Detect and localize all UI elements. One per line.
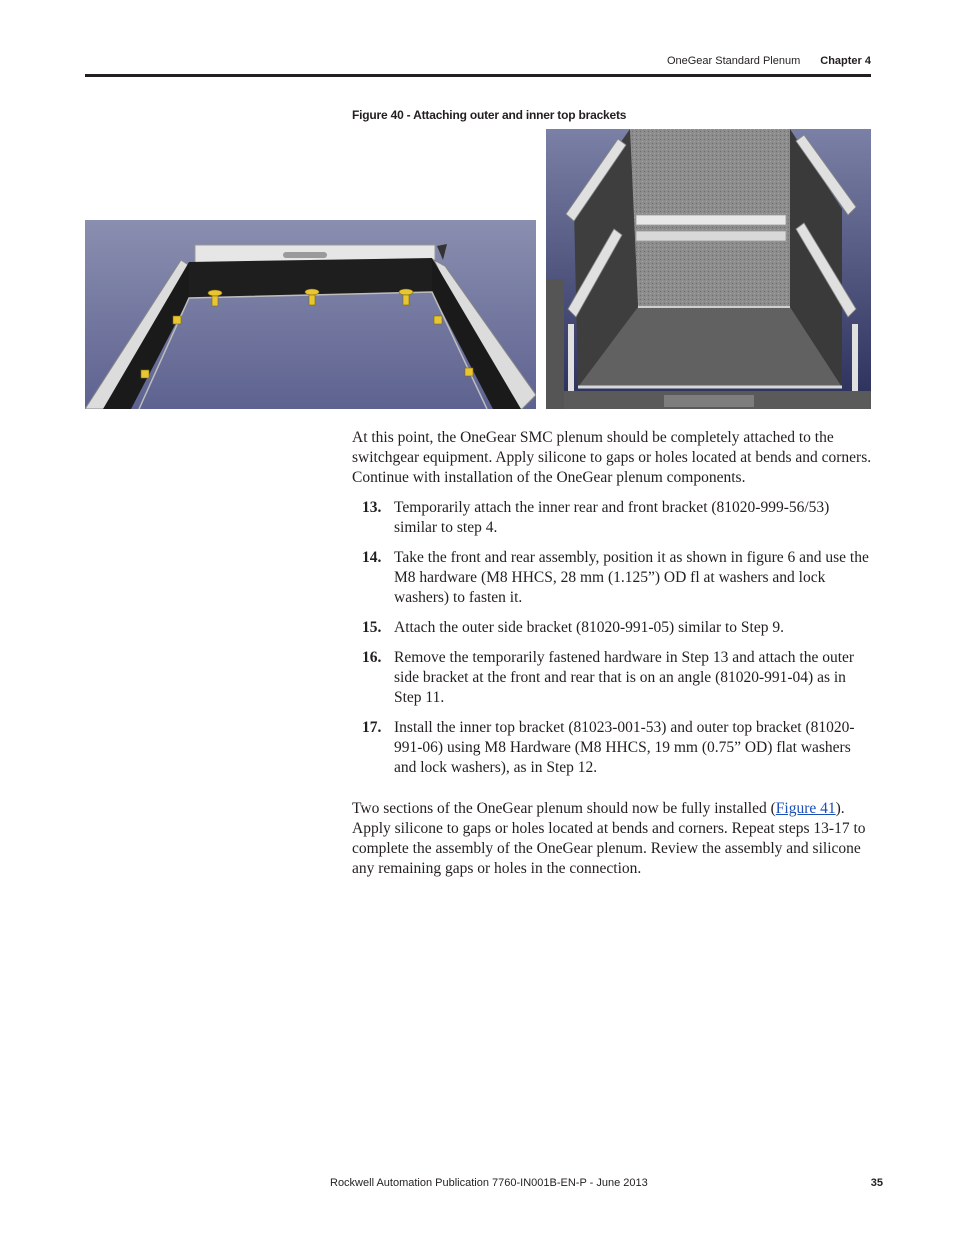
step-text: Attach the outer side bracket (81020-991-05) similar to Step 9.	[394, 619, 784, 636]
header-rule	[85, 74, 871, 77]
step-number: 17.	[362, 719, 382, 736]
figure-image-top-view	[85, 220, 536, 409]
closing-text-after-link: ). Apply silicone to gaps or holes located at bends and corners. Repeat steps 13-17 to complete the assembly of the OneGear plenum. Review the assembly and silicone any remaining gaps or holes in the connection.	[352, 800, 866, 877]
closing-paragraph	[352, 799, 872, 879]
chapter-label: Chapter 4	[820, 55, 871, 67]
list-item	[352, 498, 872, 538]
page-number: 35	[870, 1177, 883, 1189]
page-footer	[85, 1177, 883, 1193]
figure-41-link[interactable]: Figure 41	[775, 800, 836, 817]
step-text: Install the inner top bracket (81023-001-53) and outer top bracket (81020-991-06) using M8 Hardware (M8 HHCS, 19 mm (0.75” OD) flat washers and lock washers), as in Step 12.	[394, 719, 855, 776]
step-number: 15.	[362, 619, 382, 636]
list-item	[352, 648, 872, 708]
publication-info: Rockwell Automation Publication 7760-IN001B-EN-P - June 2013	[330, 1177, 648, 1189]
figure-caption: Figure 40 - Attaching outer and inner top brackets	[352, 108, 627, 122]
list-item	[352, 618, 872, 638]
step-text: Take the front and rear assembly, position it as shown in figure 6 and use the M8 hardware (M8 HHCS, 28 mm (1.125”) OD fl at washers and lock washers) to fasten it.	[394, 549, 869, 606]
page-header	[85, 52, 871, 70]
installation-steps	[352, 498, 872, 788]
closing-text-before-link: Two sections of the OneGear plenum should now be fully installed (	[352, 800, 776, 817]
step-number: 13.	[362, 499, 382, 516]
list-item	[352, 718, 872, 778]
list-item	[352, 548, 872, 608]
figure-image-interior-view	[546, 129, 871, 409]
step-text: Remove the temporarily fastened hardware in Step 13 and attach the outer side bracket at the front and rear that is on an angle (81020-991-04) as in Step 11.	[394, 649, 855, 706]
step-number: 14.	[362, 549, 382, 566]
step-number: 16.	[362, 649, 382, 666]
step-text: Temporarily attach the inner rear and front bracket (81020-999-56/53) similar to step 4.	[394, 499, 830, 536]
section-title: OneGear Standard Plenum	[666, 55, 801, 67]
intro-paragraph: At this point, the OneGear SMC plenum should be completely attached to the switchgear equipment. Apply silicone to gaps or holes located at bends and corners. Continue with installation of the OneGear plenum components.	[352, 429, 872, 486]
